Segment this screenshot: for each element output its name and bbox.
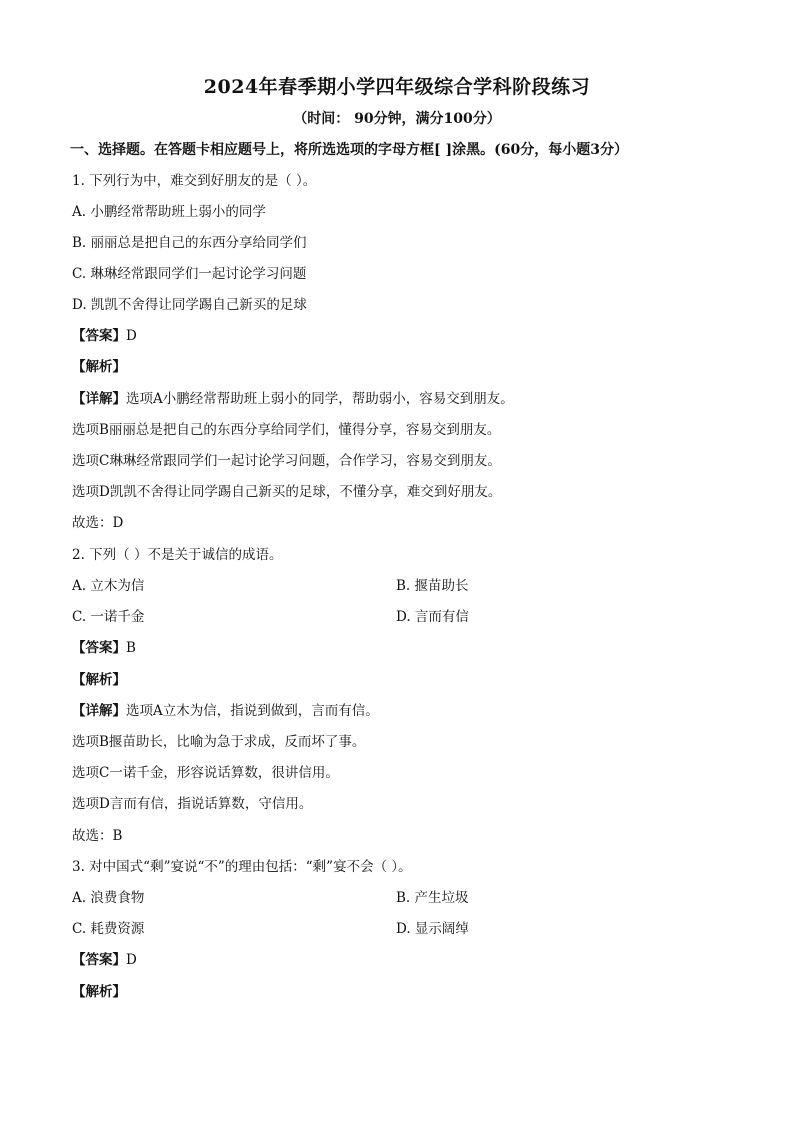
q3-option-b: B. 产生垃圾: [396, 890, 469, 906]
answer-tag: 【答案】: [72, 640, 126, 656]
answer-tag: 【答案】: [72, 952, 126, 968]
page-subtitle: （时间： 90分钟，满分100分）: [293, 111, 501, 127]
q1-detail-d: 选项D凯凯不舍得让同学踢自己新买的足球，不懂分享，难交到好朋友。: [72, 484, 502, 500]
answer-value: D: [126, 952, 137, 968]
q2-detail-d: 选项D言而有信，指说话算数，守信用。: [72, 796, 313, 812]
detail-tag: 【详解】: [72, 391, 126, 407]
section-heading: 一、选择题。在答题卡相应题号上，将所选选项的字母方框[ ]涂黑。(60分，每小题3分）: [70, 142, 628, 158]
q3-analysis: 【解析】: [72, 984, 126, 1000]
q1-option-c: C. 琳琳经常跟同学们一起讨论学习问题: [72, 266, 307, 282]
q1-detail-c: 选项C琳琳经常跟同学们一起讨论学习问题，合作学习，容易交到朋友。: [72, 453, 501, 469]
q2-option-b: B. 揠苗助长: [396, 578, 469, 594]
detail-text: 选项A小鹏经常帮助班上弱小的同学，帮助弱小，容易交到朋友。: [126, 391, 514, 407]
q1-detail-a: [72, 390, 514, 408]
q2-stem: 2. 下列（ ）不是关于诚信的成语。: [72, 547, 283, 563]
q3-stem: 3. 对中国式“剩”宴说“不”的理由包括：“剩”宴不会（ ）。: [72, 859, 412, 875]
answer-value: B: [126, 640, 136, 656]
q2-detail-b: 选项B揠苗助长，比喻为急于求成，反而坏了事。: [72, 734, 366, 750]
q3-option-c: C. 耗费资源: [72, 921, 145, 937]
q1-option-b: B. 丽丽总是把自己的东西分享给同学们: [72, 235, 307, 251]
q1-detail-b: 选项B丽丽总是把自己的东西分享给同学们，懂得分享，容易交到朋友。: [72, 422, 501, 438]
answer-tag: 【答案】: [72, 328, 126, 344]
q2-detail-a: [72, 702, 379, 720]
q2-option-a: A. 立木为信: [72, 578, 145, 594]
q1-stem: 1. 下列行为中，难交到好朋友的是（ ）。: [72, 173, 317, 189]
q1-choose: 故选：D: [72, 515, 124, 531]
q1-option-a: A. 小鹏经常帮助班上弱小的同学: [72, 204, 266, 220]
q2-answer: [72, 639, 136, 657]
page-title: 2024年春季期小学四年级综合学科阶段练习: [203, 76, 591, 98]
q2-option-c: C. 一诺千金: [72, 609, 145, 625]
q3-option-a: A. 浪费食物: [72, 890, 145, 906]
detail-tag: 【详解】: [72, 703, 126, 719]
q1-option-d: D. 凯凯不舍得让同学踢自己新买的足球: [72, 297, 307, 313]
q3-answer: [72, 951, 137, 969]
q2-option-d: D. 言而有信: [396, 609, 469, 625]
q2-choose: 故选：B: [72, 828, 123, 844]
detail-text: 选项A立木为信，指说到做到，言而有信。: [126, 703, 379, 719]
q2-detail-c: 选项C一诺千金，形容说话算数，很讲信用。: [72, 765, 339, 781]
q2-analysis: 【解析】: [72, 672, 126, 688]
q3-option-d: D. 显示阔绰: [396, 921, 469, 937]
answer-value: D: [126, 328, 137, 344]
q1-answer: [72, 327, 137, 345]
q1-analysis: 【解析】: [72, 359, 126, 375]
